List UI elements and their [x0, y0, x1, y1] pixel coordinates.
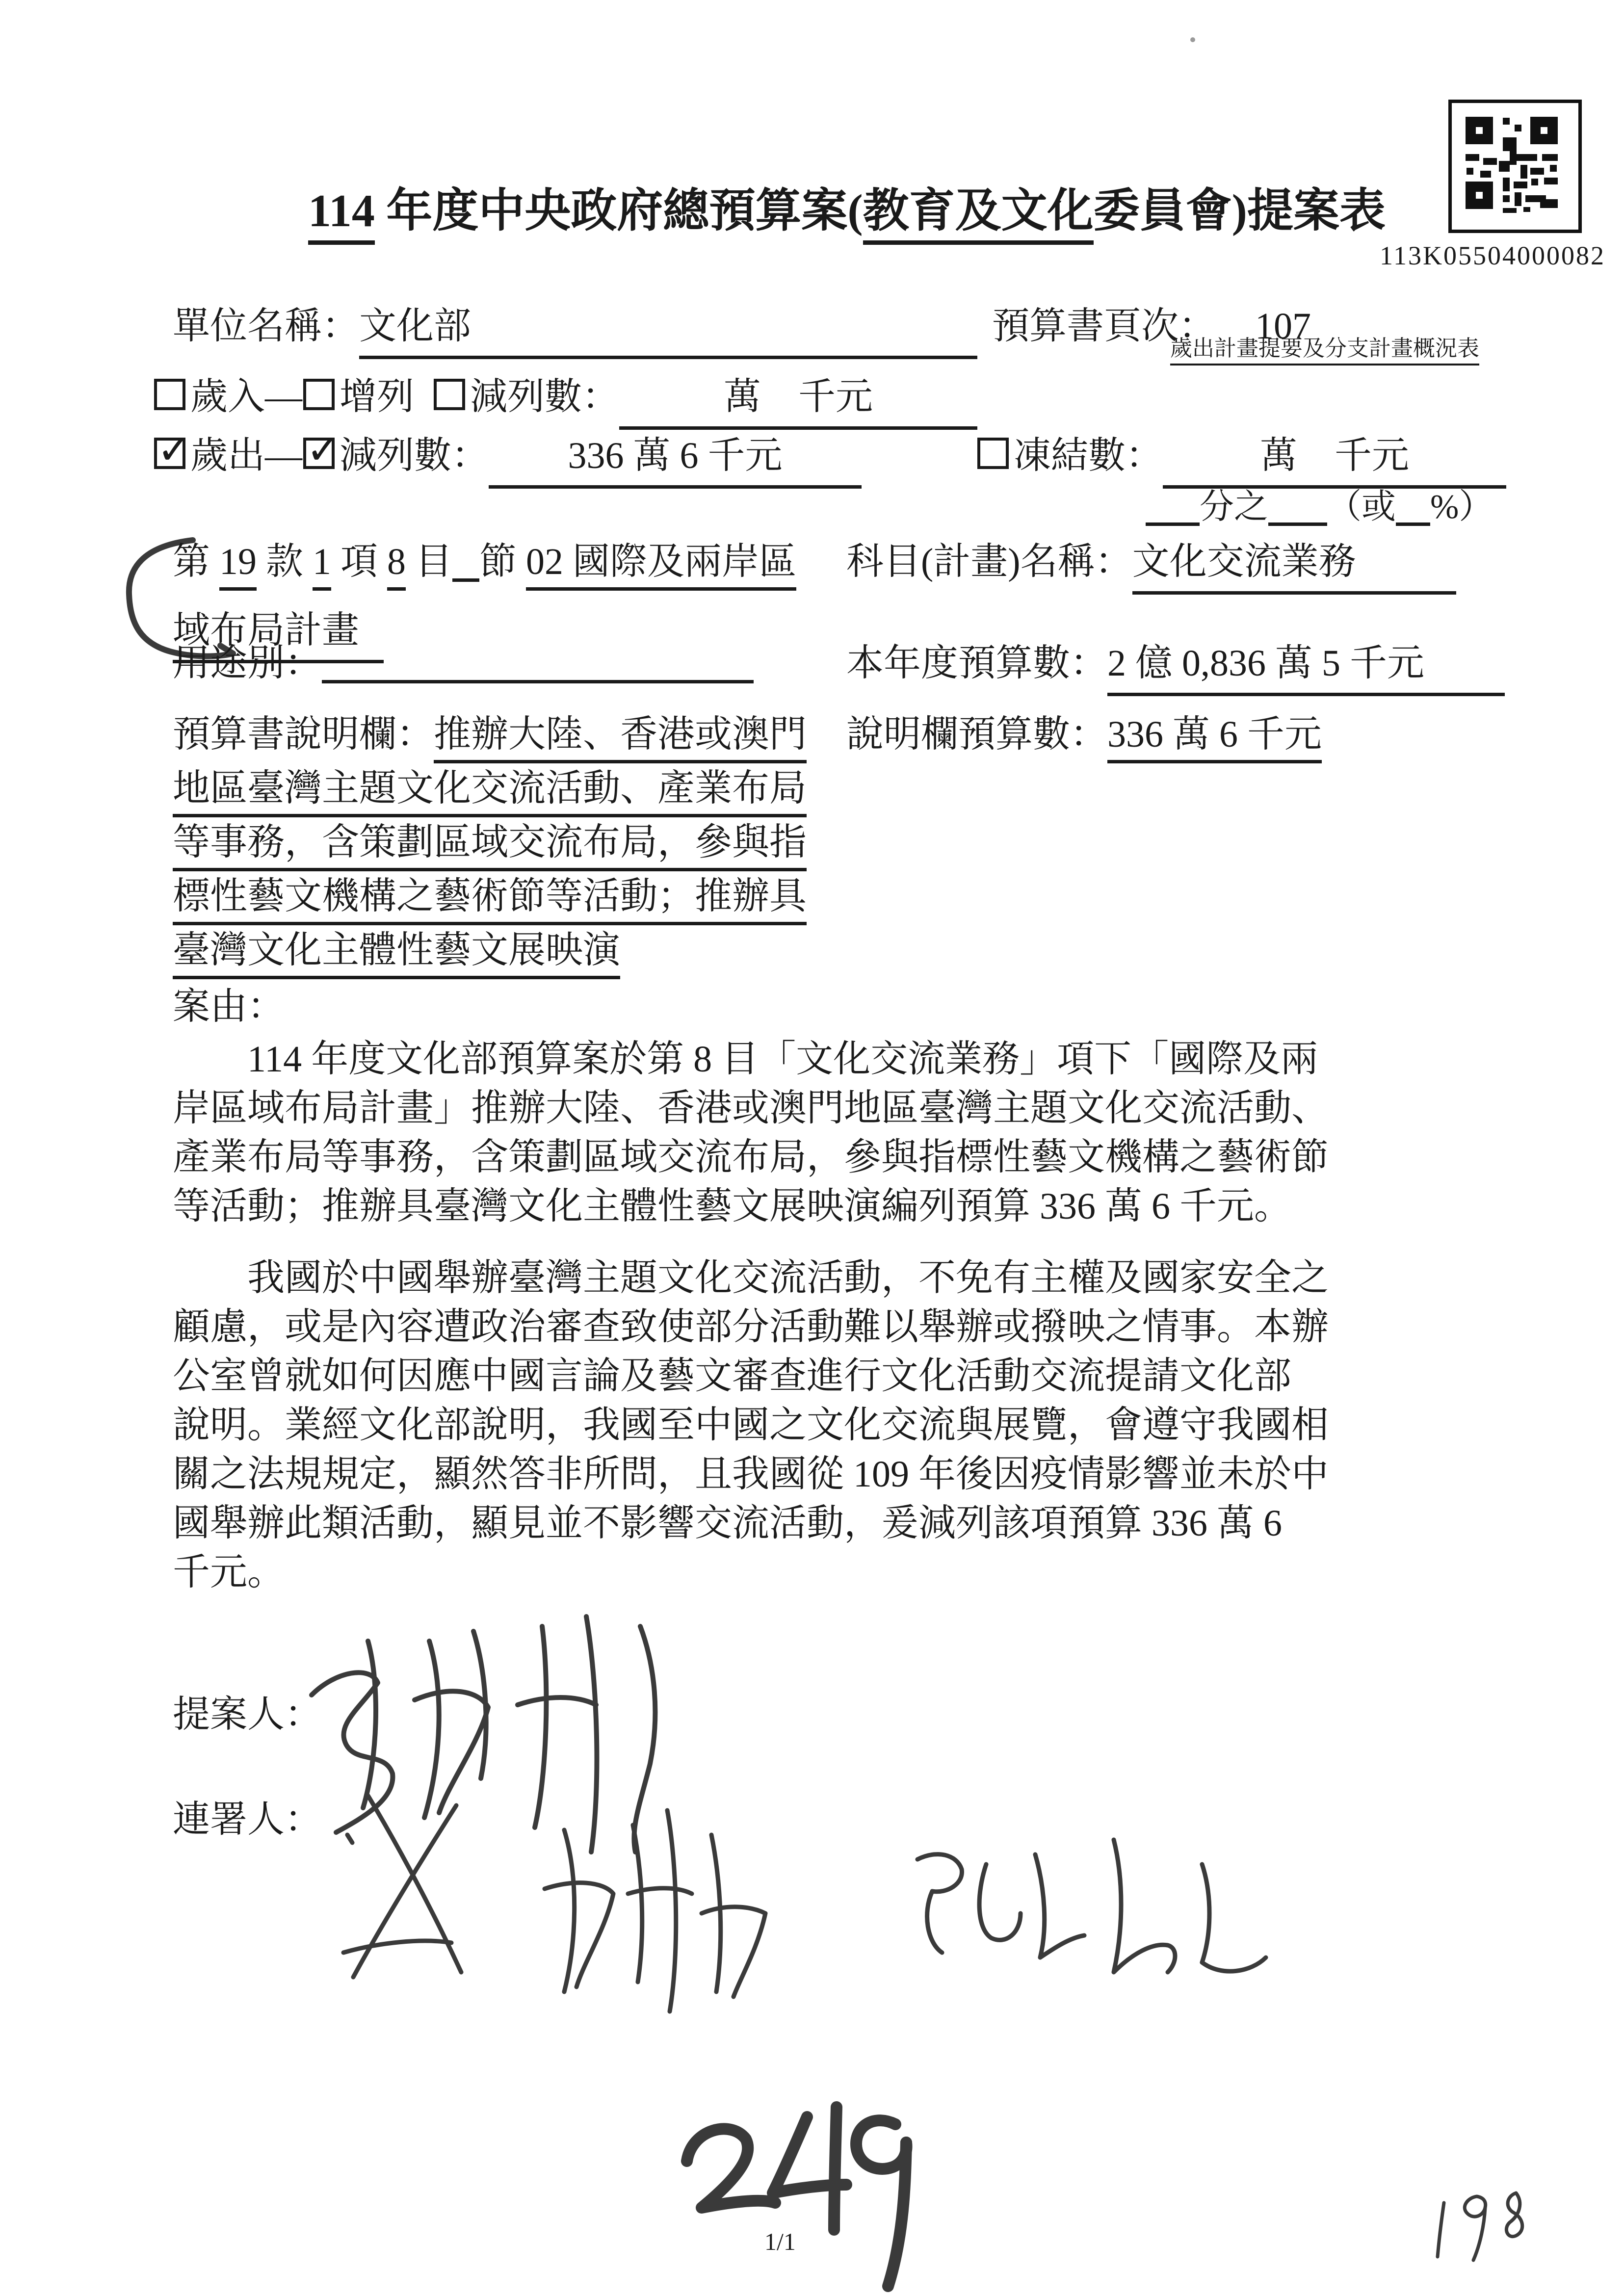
revenue-label: 歲入: [190, 376, 265, 417]
unit-name-label: 單位名稱：: [173, 306, 359, 347]
unit-name-row: [173, 303, 977, 359]
page-title: [308, 183, 1386, 240]
expense-row: [153, 425, 862, 489]
desc-label: 預算書說明欄：: [173, 714, 434, 755]
expense-label: 歲出: [190, 435, 265, 476]
case-p2-line: 國舉辦此類活動，顯見並不影響交流活動，爰減列該項預算 336 萬 6: [173, 1503, 1282, 1544]
revenue-amount-blank: 萬 千元: [619, 374, 977, 430]
revenue-checkbox: [154, 379, 185, 410]
scan-noise-dot: [1190, 37, 1195, 42]
item-hsiang: 1: [313, 541, 331, 591]
title-tail: 委員會)提案表: [1093, 185, 1386, 236]
subject-name-value: 文化交流業務: [1132, 539, 1456, 595]
desc-budget-value: 336 萬 6 千元: [1107, 714, 1322, 763]
subject-name-row: [846, 539, 1456, 595]
dash: —: [265, 376, 302, 417]
freeze-amount-blank: 萬 千元: [1163, 433, 1506, 489]
blank-underline: [322, 674, 754, 683]
unit-name-value: 文化部: [359, 303, 977, 359]
desc-line-2: [173, 765, 807, 812]
blank-underline: [1396, 517, 1430, 526]
expense-checkbox-checked: ✓: [154, 438, 185, 469]
page-indicator: 1/1: [764, 2228, 796, 2255]
handwritten-number-left: [665, 2087, 930, 2294]
qr-code: [1448, 100, 1582, 233]
handwritten-number-right: [1425, 2176, 1543, 2269]
case-p1-line: 等活動；推辦具臺灣文化主體性藝文展映演編列預算 336 萬 6 千元。: [173, 1186, 1291, 1227]
case-p1-line: 產業布局等事務，含策劃區域交流布局，參與指標性藝文機構之藝術節: [173, 1137, 1329, 1178]
expense-cut-checkbox-checked: ✓: [303, 438, 335, 469]
item-chieh-value: 02 國際及兩岸區: [526, 541, 796, 591]
desc-l4: 標性藝文機構之藝術節等活動；推辦具: [173, 876, 807, 925]
desc-l1: 推辦大陸、香港或澳門: [434, 714, 807, 763]
qr-code-label: 113K05504000082: [1380, 241, 1605, 270]
item-sep: 項: [331, 541, 387, 582]
item-kuan: 19: [219, 541, 257, 591]
desc-line-1: [173, 711, 807, 758]
dash: —: [265, 435, 302, 476]
fraction-or: （或: [1327, 488, 1396, 526]
title-mid: 年度中央政府總預算案(: [374, 185, 863, 236]
increase-checkbox: [303, 379, 335, 410]
desc-budget-label: 說明欄預算數：: [846, 714, 1107, 755]
item-chieh-label: 節: [479, 541, 526, 582]
proposer-label: 提案人：: [173, 1694, 322, 1735]
freeze-label: 凍結數：: [1014, 435, 1163, 476]
case-p2-line: 我國於中國舉辦臺灣主題文化交流活動，不免有主權及國家安全之: [173, 1257, 1329, 1299]
expense-cut-label: 減列數：: [340, 435, 489, 476]
cut-label: 減列數：: [470, 376, 619, 417]
budget-page-label: 預算書頁次：: [992, 306, 1216, 347]
freeze-group: [976, 433, 1506, 489]
desc-l5: 臺灣文化主體性藝文展映演: [173, 930, 620, 979]
usage-row: [173, 640, 754, 687]
cosigner-signatures: [289, 1766, 1393, 2041]
case-p1-line: 岸區域布局計畫」推辦大陸、香港或澳門地區臺灣主題文化交流活動、: [173, 1088, 1329, 1129]
revenue-row: [153, 374, 977, 430]
desc-l3: 等事務，含策劃區域交流布局，參與指: [173, 822, 807, 871]
case-p2-line: 說明。業經文化部說明，我國至中國之文化交流與展覽，會遵守我國相: [173, 1405, 1329, 1446]
budget-page-value: 107: [1255, 306, 1311, 347]
desc-line-4: [173, 873, 807, 920]
case-p2-line: 公室曾就如何因應中國言論及藝文審查進行文化活動交流提請文化部: [173, 1356, 1291, 1397]
case-p2-line: 千元。: [173, 1552, 285, 1593]
fraction-pct: %）: [1430, 488, 1493, 526]
usage-label: 用途別：: [173, 643, 322, 684]
budget-subnote: 歲出計畫提要及分支計畫概況表: [1170, 335, 1479, 362]
blank-underline: [452, 573, 479, 582]
case-p2-line: 關之法規規定，顯然答非所問，且我國從 109 年後因疫情影響並未於中: [173, 1454, 1329, 1495]
current-budget-value: 2 億 0,836 萬 5 千元: [1107, 640, 1505, 696]
blank-underline: [1146, 517, 1200, 526]
item-pre: 第: [173, 541, 219, 582]
increase-label: 增列: [340, 376, 414, 417]
case-p2-line: 顧慮，或是內容遭政治審查致使部分活動難以舉辦或撥映之情事。本辦: [173, 1306, 1329, 1348]
item-sep: 款: [257, 541, 313, 582]
desc-l2: 地區臺灣主題文化交流活動、產業布局: [173, 768, 807, 817]
item-mu: 8: [387, 541, 406, 591]
current-budget-label: 本年度預算數：: [846, 643, 1107, 684]
desc-line-3: [173, 819, 807, 866]
desc-line-5: [173, 927, 620, 974]
cosigner-label: 連署人：: [173, 1799, 322, 1840]
item-line2-text: 域布局計畫: [173, 607, 384, 663]
item-sep: 目: [406, 541, 452, 582]
case-p1-line: 114 年度文化部預算案於第 8 目「文化交流業務」項下「國際及兩: [173, 1039, 1318, 1080]
blank-underline: [1268, 517, 1327, 526]
case-heading: 案由：: [173, 986, 285, 1027]
subject-name-label: 科目(計畫)名稱：: [846, 541, 1132, 582]
fraction-row: [1146, 486, 1493, 529]
desc-budget-row: [846, 711, 1322, 758]
title-committee: 教育及文化: [863, 185, 1094, 245]
freeze-checkbox: [977, 438, 1009, 469]
fraction-text: 分之: [1200, 488, 1268, 526]
title-year: 114: [308, 185, 375, 245]
expense-cut-value: 336 萬 6 千元: [489, 433, 862, 489]
cut-checkbox: [434, 379, 465, 410]
current-budget-row: [846, 640, 1505, 696]
item-number-line1: [173, 539, 796, 585]
